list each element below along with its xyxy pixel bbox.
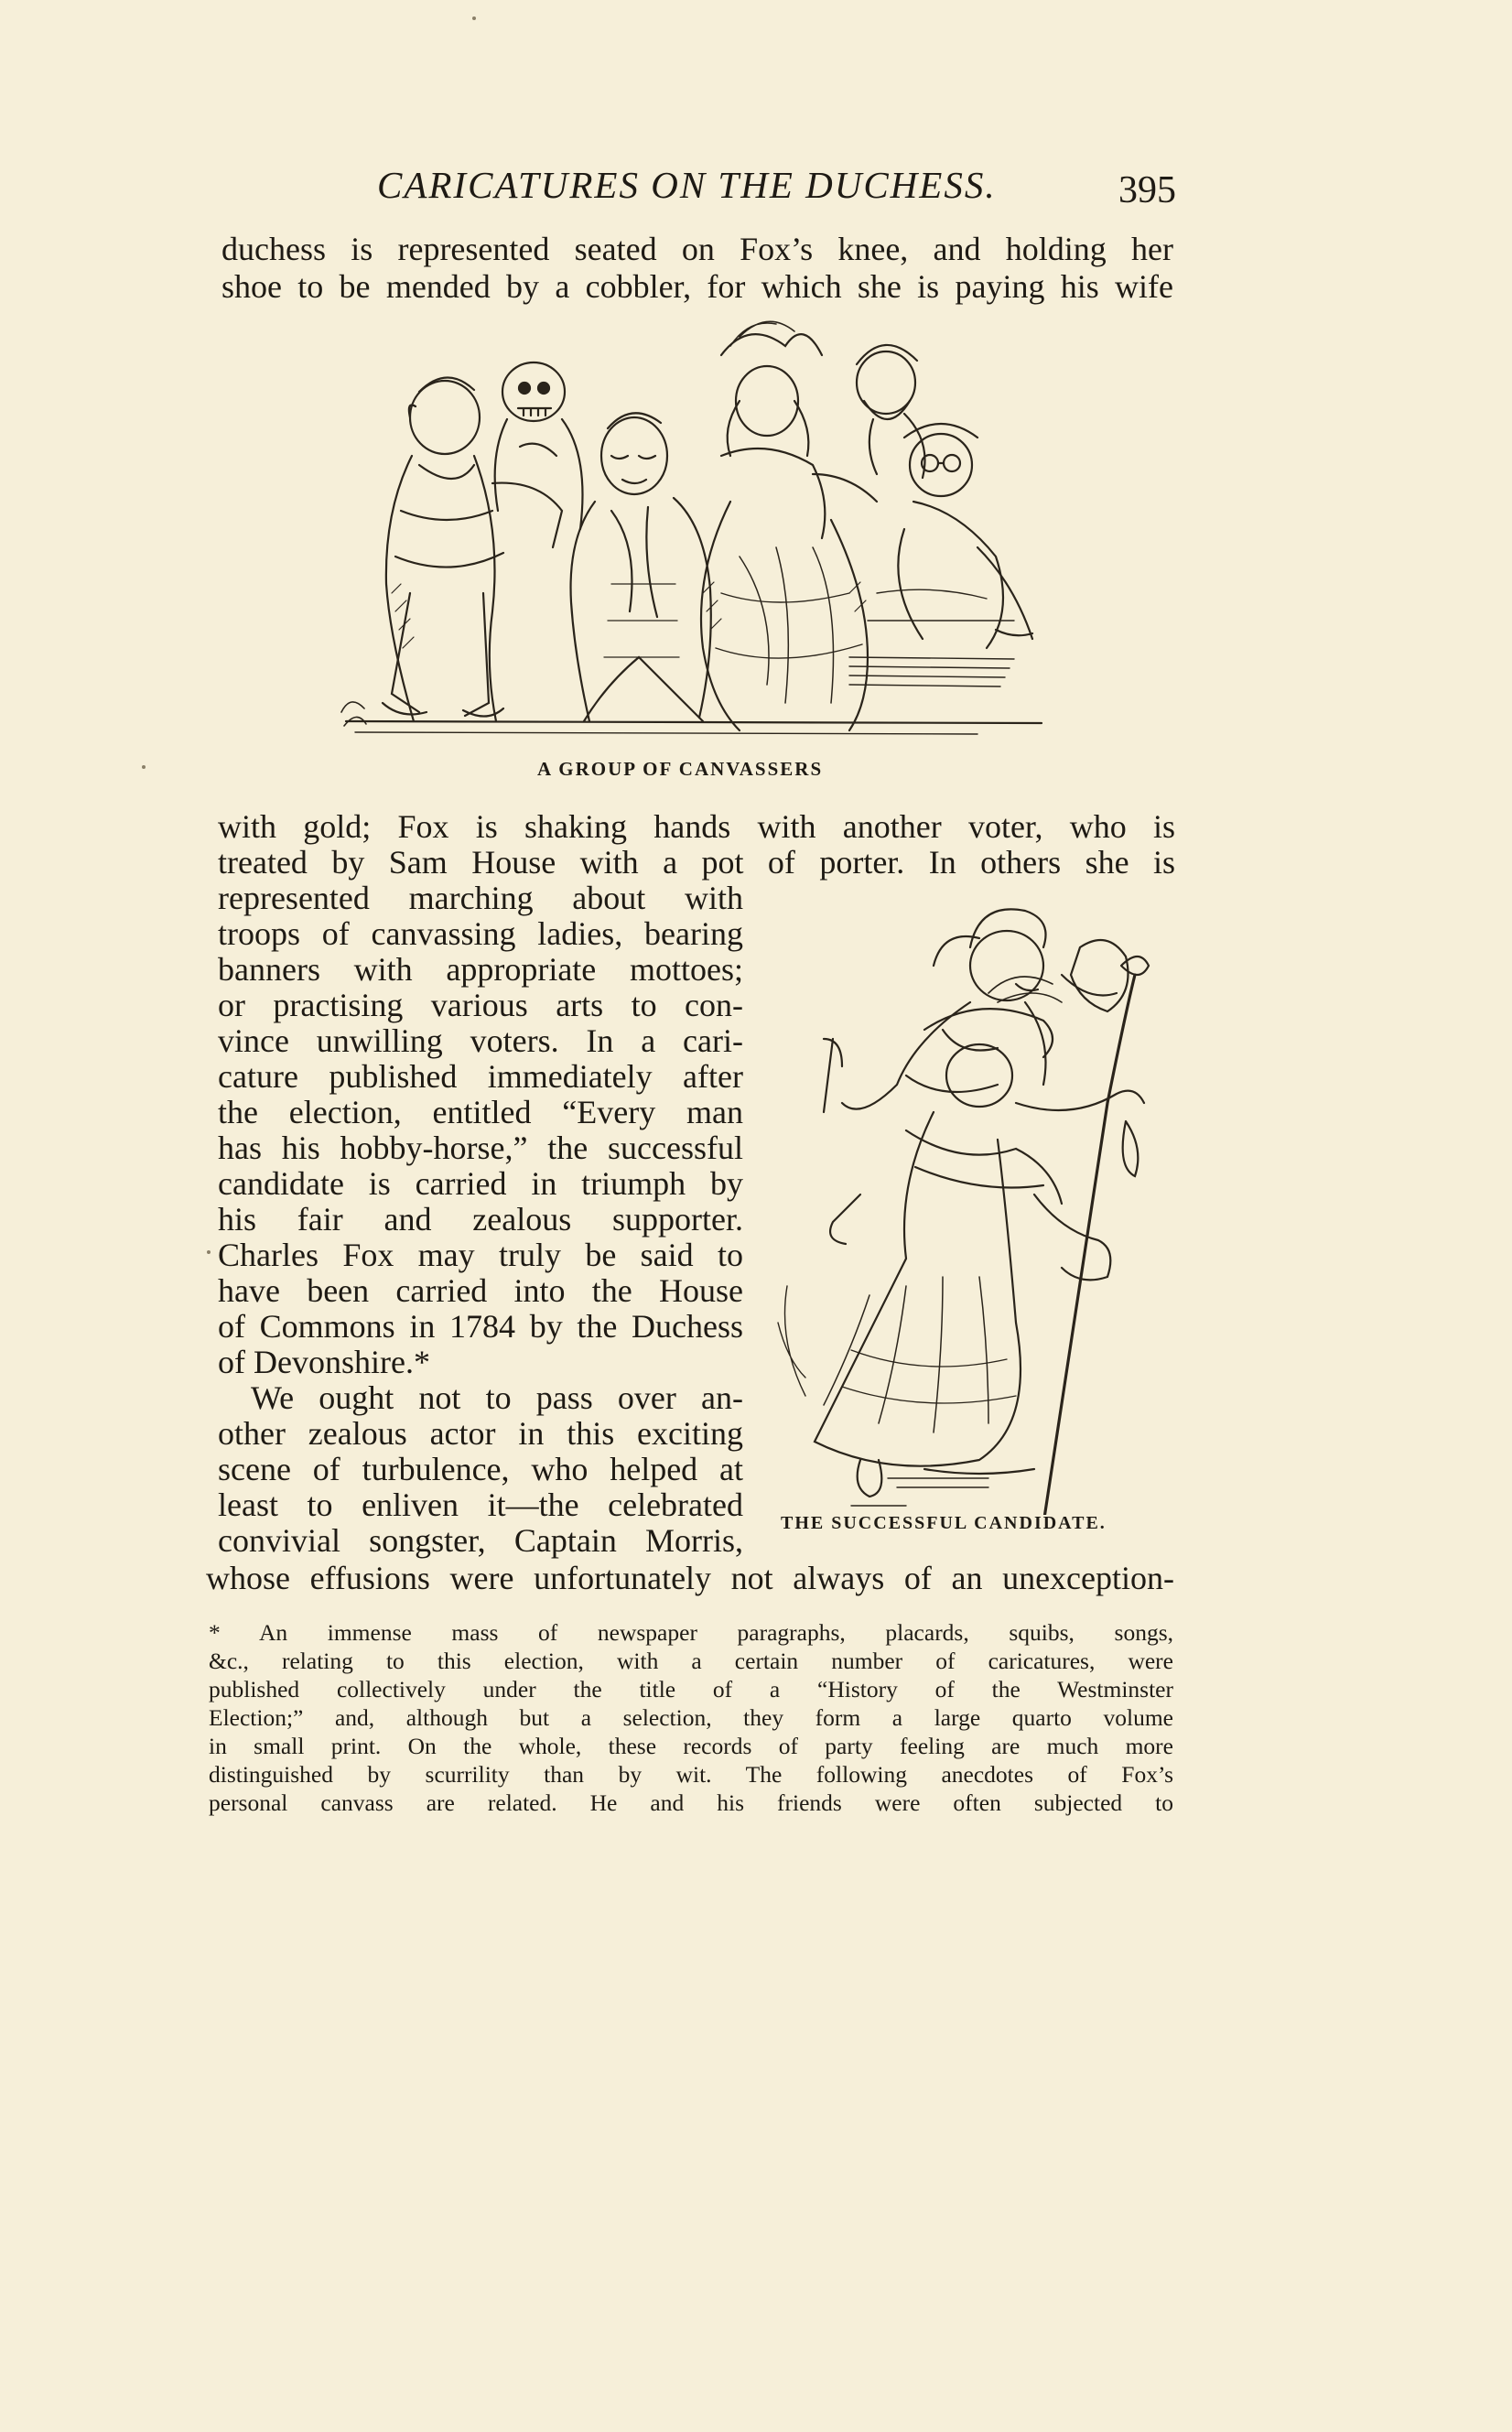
body-line: Charles Fox may truly be said to: [218, 1237, 743, 1273]
footnote-line: Election;” and, although but a selection, they form a large quarto volume: [209, 1704, 1173, 1731]
body-line: of Devonshire.*: [218, 1344, 430, 1380]
body-line: with gold; Fox is shaking hands with another voter, who is: [218, 808, 1175, 845]
body-line: of Commons in 1784 by the Duchess: [218, 1308, 743, 1345]
figure-2-caption: THE SUCCESSFUL CANDIDATE.: [781, 1513, 1107, 1533]
body-line: whose effusions were unfortunately not always of an unexception-: [206, 1560, 1174, 1596]
body-line: treated by Sam House with a pot of porter. In others she is: [218, 844, 1175, 881]
print-speck: [142, 765, 146, 769]
page-number: 395: [1118, 169, 1176, 211]
figure-1-caption: A GROUP OF CANVASSERS: [537, 758, 824, 780]
body-line: the election, entitled “Every man: [218, 1094, 743, 1130]
footnote-line: personal canvass are related. He and his friends were often subjected to: [209, 1789, 1173, 1816]
successful-candidate-illustration: [760, 892, 1162, 1515]
caricature-group-illustration: [337, 319, 1047, 741]
body-line: troops of canvassing ladies, bearing: [218, 915, 743, 952]
body-line: represented marching about with: [218, 880, 743, 916]
body-line: duchess is represented seated on Fox’s knee, and holding her: [221, 231, 1173, 267]
successful-candidate-figure: [760, 892, 1162, 1515]
footnote-line: published collectively under the title of a “History of the Westminster: [209, 1676, 1173, 1702]
body-line: have been carried into the House: [218, 1272, 743, 1309]
print-speck: [472, 16, 476, 20]
running-title: CARICATURES ON THE DUCHESS.: [377, 164, 997, 206]
footnote-line: distinguished by scurrility than by wit. The following anecdotes of Fox’s: [209, 1761, 1173, 1788]
print-speck: [207, 1250, 211, 1254]
body-line: We ought not to pass over an-: [251, 1379, 743, 1416]
body-line: cature published immediately after: [218, 1058, 743, 1095]
body-line: vince unwilling voters. In a cari-: [218, 1022, 743, 1059]
body-line: shoe to be mended by a cobbler, for which she is paying his wife: [221, 268, 1173, 305]
body-line: candidate is carried in triumph by: [218, 1165, 743, 1202]
footnote-line: &c., relating to this election, with a certain number of caricatures, were: [209, 1648, 1173, 1674]
canvassers-illustration: [337, 319, 1047, 741]
body-line: convivial songster, Captain Morris,: [218, 1522, 743, 1559]
footnote-line: in small print. On the whole, these records of party feeling are much more: [209, 1733, 1173, 1759]
body-line: his fair and zealous supporter.: [218, 1201, 743, 1238]
body-line: other zealous actor in this exciting: [218, 1415, 743, 1452]
body-line: scene of turbulence, who helped at: [218, 1451, 743, 1487]
body-line: has his hobby-horse,” the successful: [218, 1130, 743, 1166]
body-line: least to enliven it—the celebrated: [218, 1486, 743, 1523]
body-line: or practising various arts to con-: [218, 987, 743, 1023]
footnote-line: * An immense mass of newspaper paragraphs, placards, squibs, songs,: [209, 1619, 1173, 1646]
body-line: banners with appropriate mottoes;: [218, 951, 743, 988]
